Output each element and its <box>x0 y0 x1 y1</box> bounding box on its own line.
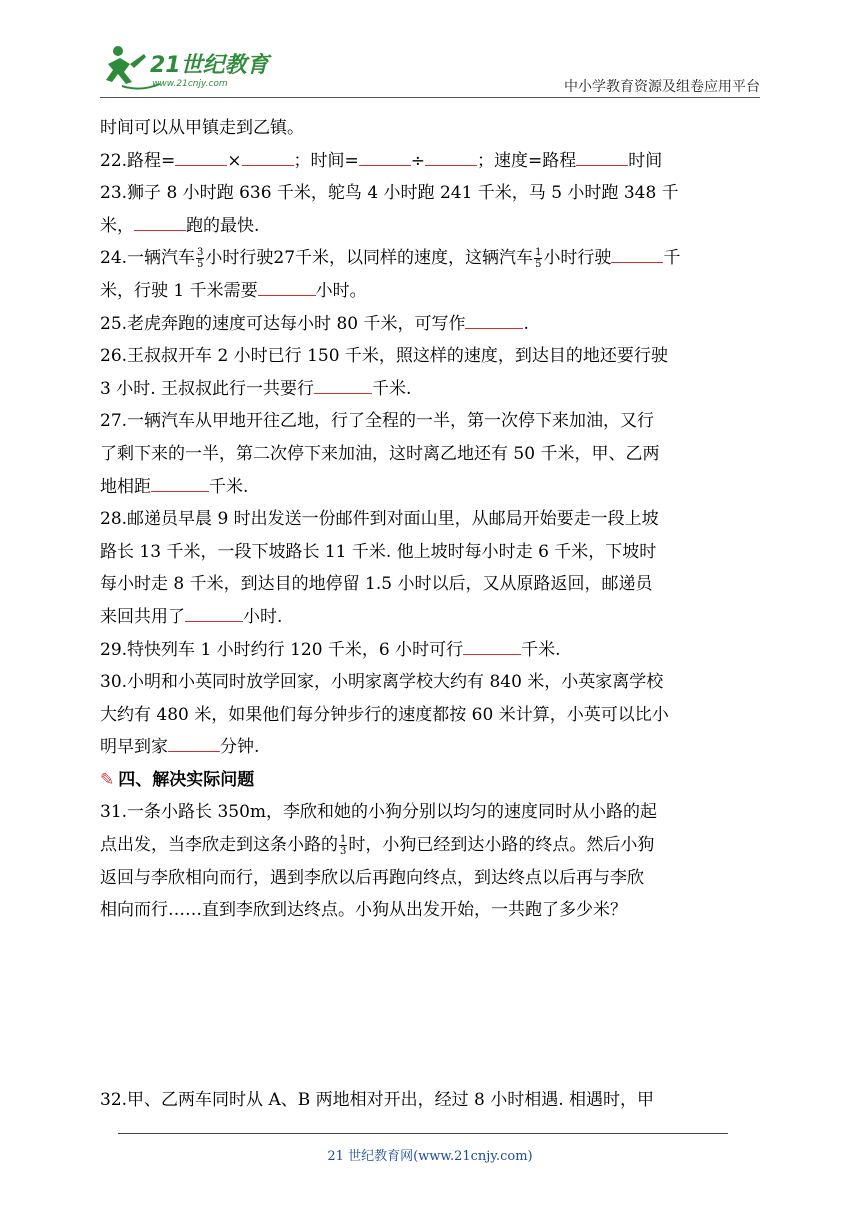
footer-text: 21 世纪教育网(www.21cnjy.com) <box>327 1149 533 1164</box>
page-header <box>0 0 860 100</box>
question-32: 32.甲、乙两车同时从 A、B 两地相对开出，经过 8 小时相遇. 相遇时，甲 <box>100 1090 655 1110</box>
question-29: 29.特快列车 1 小时约行 120 千米，6 小时可行 千米. <box>100 634 765 667</box>
answer-blank[interactable] <box>314 375 372 394</box>
text-line: 明早到家 分钟. <box>100 731 765 764</box>
logo-url: www.21cnjy.com <box>152 79 228 89</box>
header-divider <box>100 97 760 98</box>
answer-blank[interactable] <box>463 636 521 655</box>
section-heading: ✎ 四、解决实际问题 <box>100 769 255 790</box>
platform-title: 中小学教育资源及组卷应用平台 <box>564 79 760 95</box>
text-line: 地相距 千米. <box>100 471 765 504</box>
answer-blank[interactable] <box>576 147 628 166</box>
pencil-icon: ✎ <box>100 769 115 790</box>
text-line: 大约有 480 米，如果他们每分钟步行的速度都按 60 米计算，小英可以比小 <box>100 704 669 725</box>
question-26: 26.王叔叔开车 2 小时已行 150 千米，照这样的速度，到达目的地还要行驶 <box>100 346 668 367</box>
text-line: 了剩下来的一半，第二次停下来加油，这时离乙地还有 50 千米，甲、乙两 <box>100 443 660 464</box>
document-body <box>100 112 765 927</box>
answer-blank[interactable] <box>425 147 477 166</box>
text-line: 时间可以从甲镇走到乙镇。 <box>100 118 304 138</box>
answer-blank[interactable] <box>611 244 663 263</box>
question-28: 28.邮递员早晨 9 时出发送一份邮件到对面山里，从邮局开始要走一段上坡 <box>100 509 659 530</box>
fraction: $\frac{1}{5}$ <box>535 247 542 271</box>
text-line: 点出发，当李欣走到这条小路的 $\frac{1}{3}$ 时，小狗已经到达小路的终点。然后小狗 <box>100 834 655 858</box>
question-31: 31.一条小路长 350m，李欣和她的小狗分别以均匀的速度同时从小路的起 <box>100 802 658 823</box>
footer-divider <box>118 1133 728 1134</box>
fraction: $\frac{1}{3}$ <box>340 834 347 858</box>
question-25: 25.老虎奔跑的速度可达每小时 80 千米，可写作 . <box>100 308 765 341</box>
answer-blank[interactable] <box>242 147 294 166</box>
logo-text: 21世纪教育 <box>150 53 269 78</box>
answer-blank[interactable] <box>168 733 220 752</box>
fraction: $\frac{3}{5}$ <box>197 247 204 271</box>
question-22: 22.路程= × ；时间= ÷ ；速度=路程 时间 <box>100 145 765 178</box>
question-23: 23.狮子 8 小时跑 636 千米，鸵鸟 4 小时跑 241 千米，马 5 小时跑 348 千 <box>100 183 679 204</box>
text-line: 米， 跑的最快. <box>100 210 765 243</box>
text-line: 米，行驶 1 千米需要 小时。 <box>100 275 765 308</box>
text-line: 返回与李欣相向而行，遇到李欣以后再跑向终点，到达终点以后再与李欣 <box>100 867 644 888</box>
question-30: 30.小明和小英同时放学回家，小明家离学校大约有 840 米，小英家离学校 <box>100 672 664 693</box>
question-24: 24.一辆汽车 $\frac{3}{5}$ 小时行驶27千米，以同样的速度，这辆汽车 $\frac{1}{5}$ 小时行驶 千 <box>100 242 765 275</box>
question-27: 27.一辆汽车从甲地开往乙地，行了全程的一半，第一次停下来加油，又行 <box>100 411 655 432</box>
logo <box>100 42 280 94</box>
answer-blank[interactable] <box>175 147 227 166</box>
answer-blank[interactable] <box>465 310 523 329</box>
answer-blank[interactable] <box>151 473 209 492</box>
answer-blank[interactable] <box>134 212 186 231</box>
answer-blank[interactable] <box>359 147 411 166</box>
text-line: 路长 13 千米，一段下坡路长 11 千米. 他上坡时每小时走 6 千米，下坡时 <box>100 541 657 562</box>
text-line: 来回共用了 小时. <box>100 601 765 634</box>
answer-blank[interactable] <box>185 603 243 622</box>
text-line: 每小时走 8 千米，到达目的地停留 1.5 小时以后，又从原路返回，邮递员 <box>100 574 653 595</box>
answer-blank[interactable] <box>258 277 316 296</box>
text-line: 相向而行……直到李欣到达终点。小狗从出发开始，一共跑了多少米？ <box>100 900 627 921</box>
text-line: 3 小时. 王叔叔此行一共要行 千米. <box>100 373 765 406</box>
